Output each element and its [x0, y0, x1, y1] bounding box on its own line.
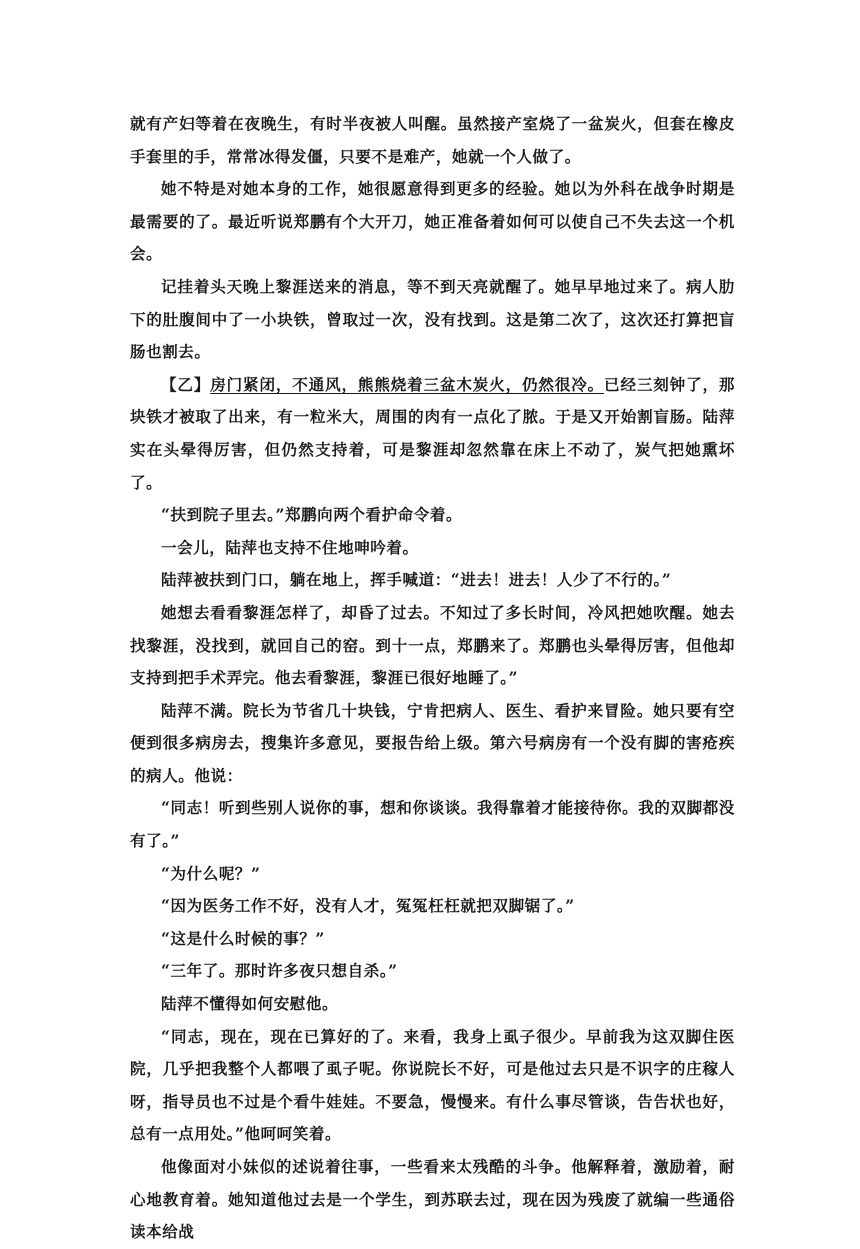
paragraph-17: 他像面对小妹似的述说着往事，一些看来太残酷的斗争。他解释着，激励着，耐心地教育着。她知道他过去是一个学生，到苏联去过，现在因为残废了就编一些通俗读本给战: [130, 1157, 735, 1242]
paragraph-7: 陆萍被扶到门口，躺在地上，挥手喊道：“进去！进去！人少了不行的。”: [161, 570, 672, 590]
paragraph-4-body: 已经三刻钟了，那块铁才被取了出来，有一粒米大，周围的肉有一点化了脓。于是又开始割盲肠。陆萍实在头晕得厉害，但仍然支持着，可是黎涯却忽然靠在床上不动了，炭气把她熏坏了。: [130, 374, 735, 492]
underlined-sentence: 房门紧闭，不通风，熊熊烧着三盆木炭火，仍然很冷。: [210, 374, 605, 394]
paragraph-12: “因为医务工作不好，没有人才，冤冤枉枉就把双脚锯了。”: [161, 896, 575, 916]
paragraph-6: 一会儿，陆萍也支持不住地呻吟着。: [161, 537, 419, 557]
paragraph-5: “扶到院子里去。”郑鹏向两个看护命令着。: [161, 505, 463, 525]
paragraph-2: 她不特是对她本身的工作，她很愿意得到更多的经验。她以为外科在战争时期是最需要的了。最近听说郑鹏有个大开刀，她正准备着如何可以使自己不失去这一个机会。: [130, 179, 735, 264]
paragraph-13: “这是什么时候的事？”: [161, 928, 325, 948]
section-marker: 【乙】: [161, 374, 211, 394]
paragraph-15: 陆萍不懂得如何安慰他。: [161, 994, 339, 1014]
document-page: [130, 108, 735, 1249]
paragraph-10: “同志！听到些别人说你的事，想和你谈谈。我得靠着才能接待你。我的双脚都没有了。”: [130, 798, 735, 851]
paragraph-11: “为什么呢？”: [161, 863, 261, 883]
paragraph-1: 就有产妇等着在夜晚生，有时半夜被人叫醒。虽然接产室烧了一盆炭火，但套在橡皮手套里的手，常常冰得发僵，只要不是难产，她就一个人做了。: [130, 114, 735, 166]
paragraph-14: “三年了。那时许多夜只想自杀。”: [161, 961, 398, 981]
paragraph-4: [130, 369, 735, 499]
paragraph-8: 她想去看看黎涯怎样了，却昏了过去。不知过了多长时间，冷风把她吹醒。她去找黎涯，没找到，就回自己的窑。到十一点，郑鹏来了。郑鹏也头晕得厉害，但他却支持到把手术弄完。他去看黎涯，黎涯已很好地睡了。”: [130, 602, 735, 688]
paragraph-9: 陆萍不满。院长为节省几十块钱，宁肯把病人、医生、看护来冒险。她只要有空便到很多病房去，搜集许多意见，要报告给上级。第六号病房有一个没有脚的害疮疾的病人。他说：: [130, 700, 735, 785]
paragraph-16: “同志，现在，现在已算好的了。来看，我身上虱子很少。早前我为这双脚住医院，几乎把我整个人都喂了虱子呢。你说院长不好，可是他过去只是不识字的庄稼人呀，指导员也不过是个看牛娃娃。不要急，慢慢来。有什么事尽管谈，告告状也好，总有一点用处。”他呵呵笑着。: [130, 1026, 735, 1144]
paragraph-3: 记挂着头天晚上黎涯送来的消息，等不到天亮就醒了。她早早地过来了。病人肋下的肚腹间中了一小块铁，曾取过一次，没有找到。这是第二次了，这次还打算把盲肠也割去。: [130, 276, 735, 362]
